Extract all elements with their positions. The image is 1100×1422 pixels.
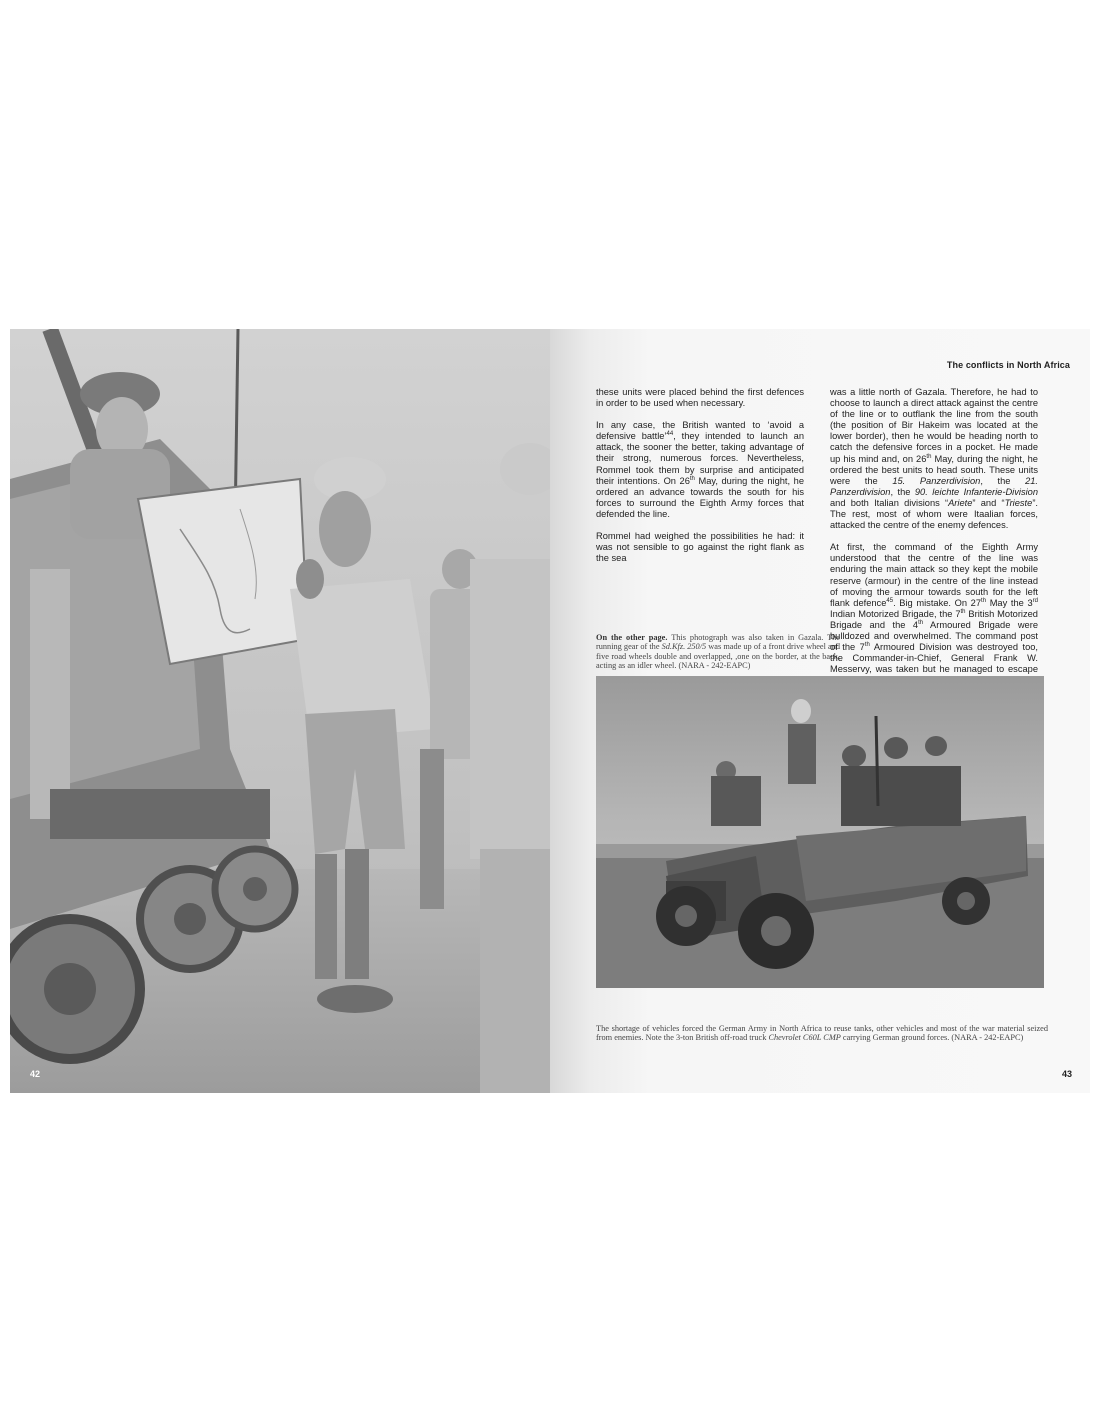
officers-map-photo bbox=[10, 329, 550, 1093]
paragraph: these units were placed behind the first defences in order to be used when necessary. bbox=[596, 387, 804, 409]
text-column-1 bbox=[596, 387, 804, 575]
truck-photo bbox=[596, 676, 1044, 988]
paragraph: was a little north of Gazala. Therefore, he had to choose to launch a direct attack against the centre of the line or to outflank the line from the south (the position of Bir Hakeim was located at the lower border), then he would be heading north to catch the defensive forces in a pocket. He made up his mind and, on 26th May, during the night, he ordered the best units to head south. These units were the 15. Panzerdivision, the 21. Panzerdivision, the 90. leichte Infanterie-Division and both Italian divisions “Ariete” and “Trieste”. The rest, most of whom were Itaalian forces, attacked the centre of the enemy defences. bbox=[830, 387, 1038, 531]
left-page bbox=[10, 329, 550, 1093]
book-spread bbox=[10, 329, 1090, 1093]
right-page bbox=[550, 329, 1090, 1093]
text-column-2 bbox=[830, 387, 1038, 697]
running-head: The conflicts in North Africa bbox=[946, 360, 1070, 370]
page-number-right: 43 bbox=[1061, 1069, 1072, 1079]
paragraph: At first, the command of the Eighth Army understood that the centre of the line was enduring the main attack so they kept the mobile reserve (armour) in the centre of the line instead of moving the armour towards south for the left flank defence$^{45}$. Big mistake. On 27th May the 3rd Indian Motorized Brigade, the 7th British Motorized Brigade and the 4th Armoured Brigade were bulldozed and overwhelmed. The command post of the 7th Armoured Division was destroyed too, the Commander-in-Chief, General Frank W. Messervy, was taken but he managed to escape bbox=[830, 542, 1039, 675]
page-number-left: 42 bbox=[30, 1069, 41, 1079]
paragraph: Rommel had weighed the possibilities he had: it was not sensible to go against the right flank as the sea bbox=[596, 531, 804, 564]
caption-truck-photo: The shortage of vehicles forced the German Army in North Africa to reuse tanks, other vehicles and most of the war material seized from enemies. Note the 3-ton British off-road truck Chevrolet C60L CMP carrying German ground forces. (NARA - 242-EAPC) bbox=[596, 1024, 1048, 1043]
paragraph: In any case, the British wanted to ‘avoid a defensive battle’$^{44}$, they intended to launch an attack, the sooner the better, taking advantage of their strong, numerous forces. Nevertheless, Rommel took them by surprise and anticipated their intentions. On 26th May, during the night, he ordered an advance towards the south for his forces to surround the Eighth Army forces that defended the line. bbox=[596, 420, 804, 519]
caption-other-page: On the other page. This photograph was also taken in Gazala. The running gear of the Sd.Kfz. 250/5 was made up of a front drive wheel and five road wheels double and overlapped, ,one on the border, at the back, acting as an idler wheel. (NARA - 242-EAPC) bbox=[596, 633, 840, 671]
